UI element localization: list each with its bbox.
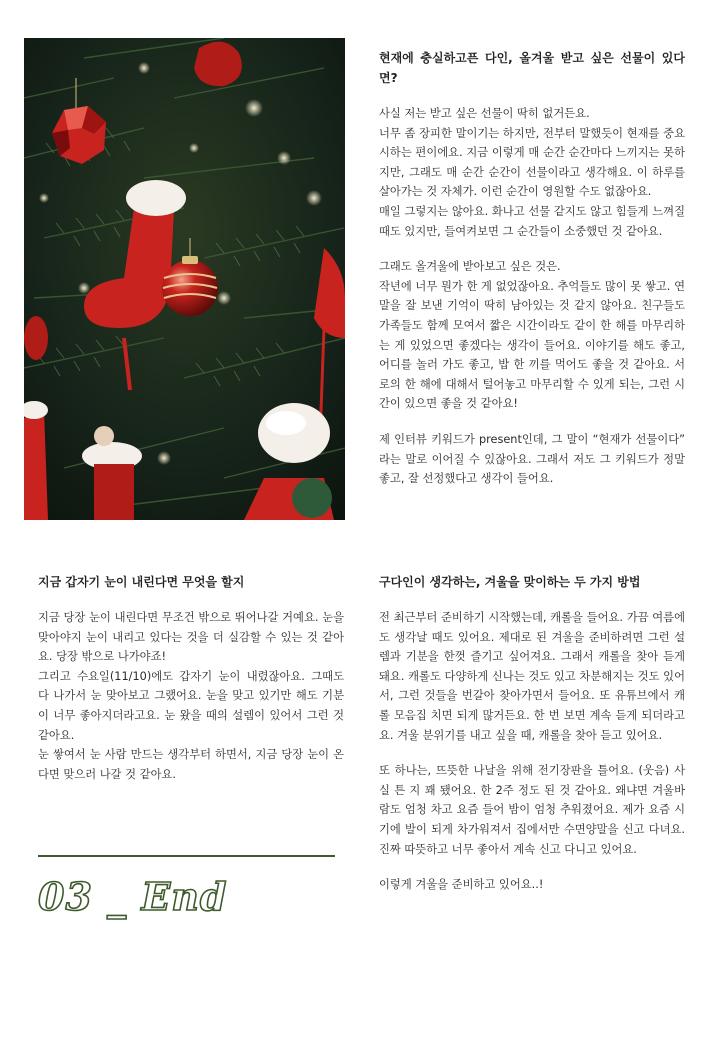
paragraph: 제 인터뷰 키워드가 present인데, 그 말이 “현재가 선물이다” 라는 말로 이어질 수 있잖아요. 그래서 저도 그 키워드가 정말 좋고, 잘 선정했다고 생각이 들어요. [379,432,685,486]
paragraph: 눈 쌓여서 눈 사람 만드는 생각부터 하면서, 지금 당장 눈이 온다면 맞으러 나갈 것 같아요. [38,748,344,781]
paragraph: 또 하나는, 뜨뜻한 나날을 위해 전기장판을 틀어요. (웃음) 사실 튼 지 꽤 됐어요. 한 2주 정도 된 것 같아요. 왜냐면 겨울바람도 엄청 차고 요즘 들어 밤이 엄청 추워졌어요. 제가 요즘 시기에 발이 되게 차가워져서 집에서만 수면양말을 신고 다녀요. 진짜 따뜻하고 너무 좋아서 계속 신고 다니고 있어요. [379,764,685,856]
paragraph: 그리고 수요일(11/10)에도 갑자기 눈이 내렸잖아요. 그때도 다 나가서 눈 맞아보고 그랬어요. 눈을 맞고 있기만 해도 기분이 너무 좋아지더라고요. 눈 왔을 때의 설렘이 있어서 그런 것 같아요. [38,669,344,742]
section-gift-question [379,48,685,489]
section-heading: 구다인이 생각하는, 겨울을 맞이하는 두 가지 방법 [379,575,641,589]
divider-line [38,855,335,857]
paragraph: 그래도 올겨울에 받아보고 싶은 것은. [379,260,561,274]
paragraph: 매일 그렇지는 않아요. 화나고 선물 같지도 않고 힘들게 느껴질 때도 있지만, 들여켜보면 그 순간들이 소중했던 것 같아요. [379,204,685,238]
section-heading: 현재에 충실하고픈 다인, 올겨울 받고 싶은 선물이 있다면? [379,51,685,85]
end-title: 03 _ End [38,874,228,919]
paragraph: 전 최근부터 준비하기 시작했는데, 캐롤을 들어요. 가끔 여름에도 생각날 때도 있어요. 제대로 된 겨울을 준비하려면 그런 설렘과 기분을 한껏 즐기고 싶어져요. 그래서 캐롤을 찾아 듣게 돼요. 캐롤도 다양하게 신나는 것도 있고 차분해지는 것도 있어서, 그런 것들을 번갈아 찾아가면서 들어요. 또 유튜브에서 캐롤 모음집 치면 되게 많거든요. 한 번 보면 계속 듣게 되더라고요. 겨울 분위기를 내고 싶을 때, 캐롤을 찾아 듣고 있어요. [379,611,685,742]
paragraph: 너무 좀 장피한 말이기는 하지만, 전부터 말했듯이 현재를 중요시하는 편이에요. 지금 이렇게 매 순간 순간마다 느끼지는 못하지만, 그래도 매 순간 순간이 선물이라고 생각해요. 이 하루를 살아가는 것 자체가. 이런 순간이 영원할 수도 없잖아요. [379,126,685,199]
section-snow-question [38,572,344,784]
paragraph: 이렇게 겨울을 준비하고 있어요..! [379,878,544,892]
christmas-tree-photo [24,38,345,520]
section-winter-methods [379,572,685,895]
paragraph: 지금 당장 눈이 내린다면 무조건 밖으로 뛰어나갈 거예요. 눈을 맞아야지 눈이 내리고 있다는 것을 더 실감할 수 있는 것 같아요. 당장 밖으로 나가야죠! [38,611,344,664]
paragraph: 사실 저는 받고 싶은 선물이 딱히 없거든요. [379,107,590,120]
paragraph: 작년에 너무 뭔가 한 게 없었잖아요. 추억들도 많이 못 쌓고. 연말을 잘 보낸 기억이 딱히 남아있는 것 같지 않아요. 친구들도 가족들도 함께 모여서 짧은 시간이라도 같이 한 해를 마무리하는 게 있었으면 좋겠다는 생각이 들어요. 이야기를 해도 좋고, 어디를 놀러 가도 좋고, 밥 한 끼를 먹어도 좋을 것 같아요. 서로의 한 해에 대해서 털어놓고 마무리할 수 있게 되는, 그런 시간이 있으면 좋을 것 같아요! [379,279,685,411]
section-heading: 지금 갑자기 눈이 내린다면 무엇을 할지 [38,575,245,589]
